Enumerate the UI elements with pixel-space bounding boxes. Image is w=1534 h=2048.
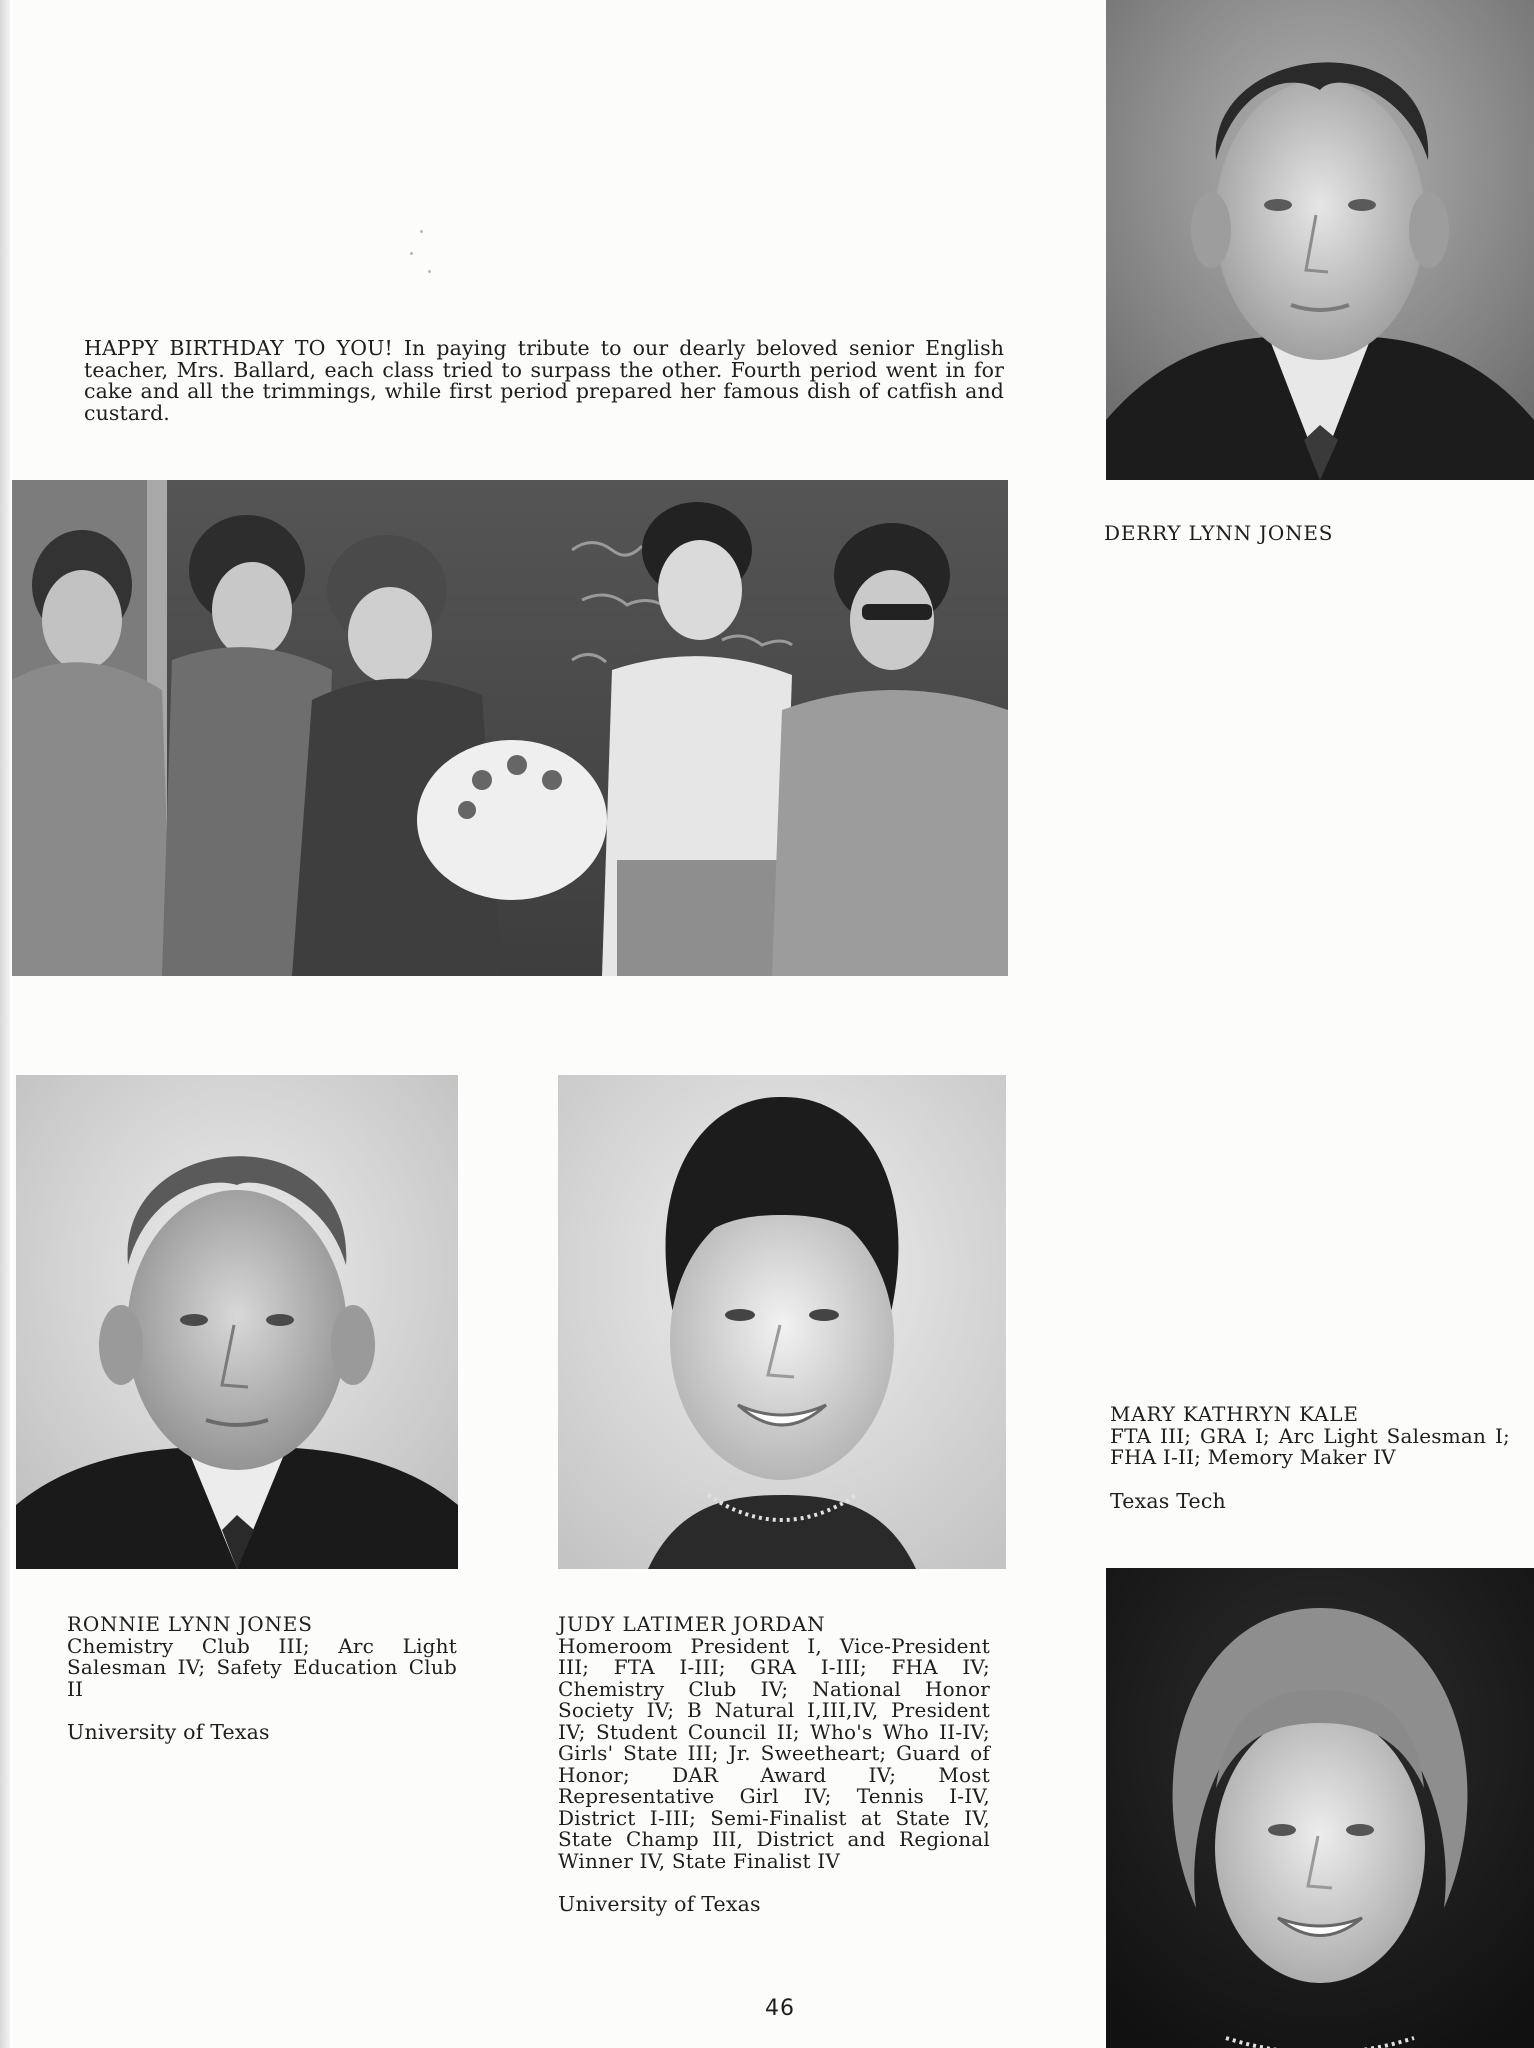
senior-entry-ronnie (67, 1614, 457, 1744)
senior-college: University of Texas (67, 1720, 270, 1744)
senior-entry-mary (1110, 1404, 1510, 1512)
senior-activities: Chemistry Club III; Arc Light Salesman IV; Safety Education Club II (67, 1633, 457, 1701)
speck (410, 252, 413, 255)
senior-name: MARY KATHRYN KALE (1110, 1402, 1359, 1426)
senior-college: University of Texas (558, 1892, 761, 1916)
senior-entry-judy (558, 1614, 990, 1916)
portrait-ronnie-lynn-jones (16, 1075, 458, 1569)
page-number: 46 (765, 1996, 795, 2021)
senior-activities: Homeroom President I, Vice-President III; FTA I-III; GRA I-III; FHA IV; Chemistry Club IV; National Honor Society IV; B Natural I,III,IV, President IV; Student Council II; Who's Who II-IV; Girls' State III; Jr. Sweetheart; Guard of Honor; DAR Award IV; Most Representative Girl IV; Tennis I-IV, District I-III; Semi-Finalist at State IV, State Champ III, District and Regional Winner IV, State Finalist IV (558, 1633, 990, 1873)
portrait-mary-kathryn-kale (1106, 1568, 1534, 2048)
senior-name: JUDY LATIMER JORDAN (558, 1612, 826, 1636)
binding-edge (0, 0, 10, 2048)
senior-name: RONNIE LYNN JONES (67, 1612, 313, 1636)
senior-activities: FTA III; GRA I; Arc Light Salesman I; FHA I-II; Memory Maker IV (1110, 1423, 1510, 1469)
senior-name: DERRY LYNN JONES (1104, 521, 1334, 545)
portrait-derry-lynn-jones (1106, 0, 1534, 480)
portrait-judy-latimer-jordan (558, 1075, 1006, 1569)
senior-entry-derry (1104, 523, 1524, 545)
speck (420, 230, 423, 233)
group-photo-birthday-cake (12, 480, 1008, 976)
senior-college: Texas Tech (1110, 1488, 1226, 1513)
speck (428, 270, 431, 273)
group-photo-caption: HAPPY BIRTHDAY TO YOU! In paying tribute to our dearly beloved senior English teacher, Mrs. Ballard, each class tried to surpass the other. Fourth period went in for cake and all the trimmings, while first period prepared her famous dish of catfish and custard. (84, 336, 1004, 425)
